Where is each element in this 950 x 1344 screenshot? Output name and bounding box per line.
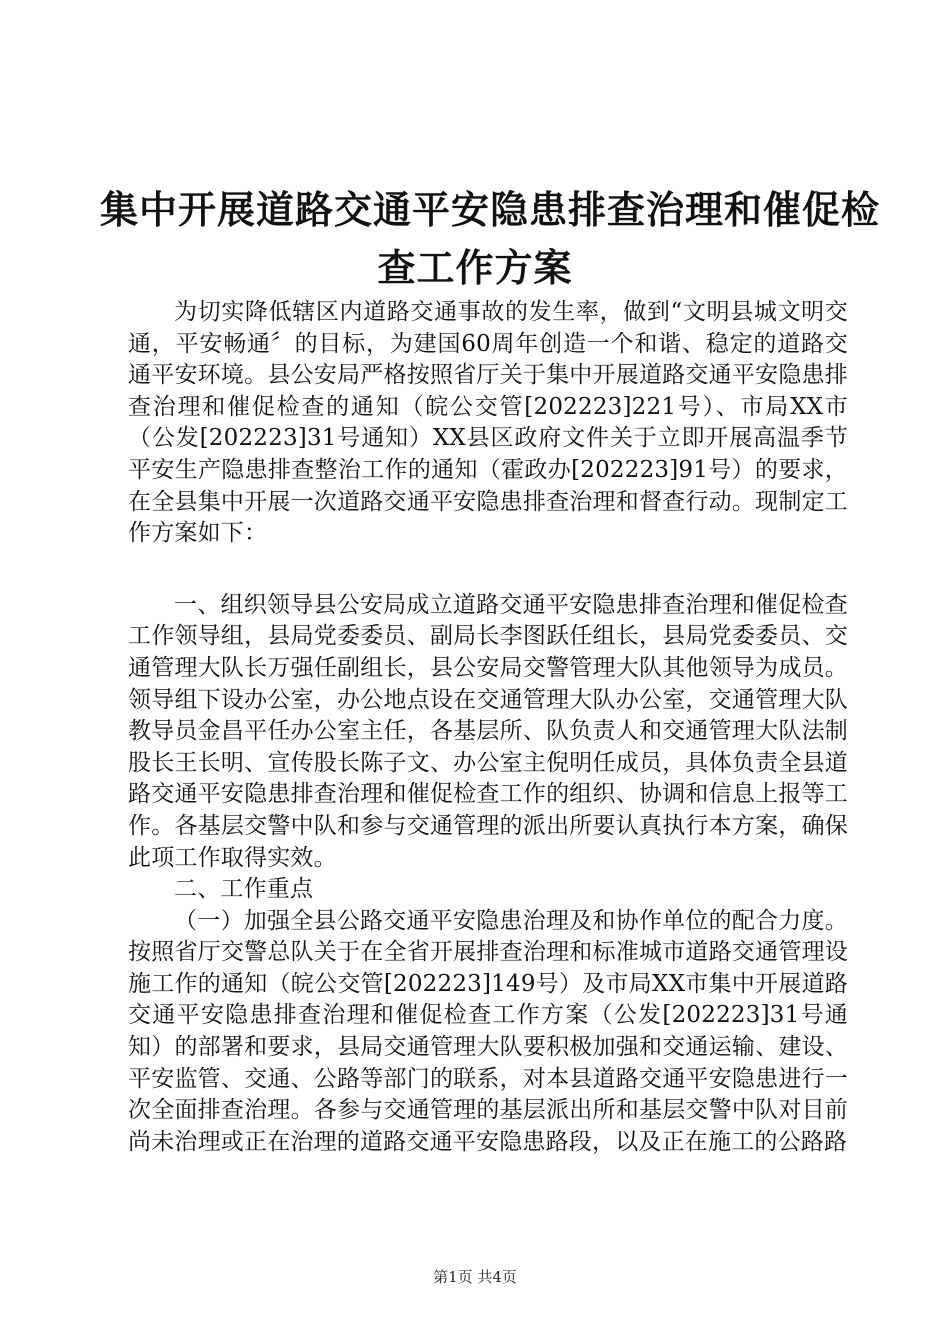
section-heading-work-focus: 二、工作重点 [174,876,314,903]
section-organization-paragraph: 一、组织领导县公安局成立道路交通平安隐患排查治理和催促检查工作领导组，县局党委委员、副局长李图跃任组长，县局党委委员、交通管理大队长万强任副组长，县公安局交警管理大队其他领导为成员。领导组下设办公室，办公地点设在交通管理大队办公室，交通管理大队教导员金昌平任办公室主任，各基层所、队负责人和交通管理大队法制股长王长明、宣传股长陈子文、办公室主倪明任成员，具体负责全县道路交通平安隐患排查治理和催促检查工作的组织、协调和信息上报等工作。各基层交警中队和参与交通管理的派出所要认真执行本方案，确保此项工作取得实效。 [128,591,848,871]
subsection-1-paragraph: （一）加强全县公路交通平安隐患治理及和协作单位的配合力度。按照省厅交警总队关于在全省开展排查治理和标准城市道路交通管理设施工作的通知（皖公交管[202223]149号）及市局XX市集中开展道路交通平安隐患排查治理和催促检查工作方案（公发[202223]31号通知）的部署和要求，县局交通管理大队要积极加强和交通运输、建设、平安监管、交通、公路等部门的联系，对本县道路交通平安隐患进行一次全面排查治理。各参与交通管理的基层派出所和基层交警中队对目前尚未治理或正在治理的道路交通平安隐患路段，以及正在施工的公路路 [128,907,848,1155]
document-title-line-2: 查工作方案 [377,245,573,290]
document-title-line-1: 集中开展道路交通平安隐患排查治理和催促检 [100,187,881,232]
page-number-footer: 第1页 共4页 [433,1268,517,1286]
intro-paragraph: 为切实降低辖区内道路交通事故的发生率，做到“文明县城文明交通，平安畅通〞的目标，为建国60周年创造一个和谐、稳定的道路交通平安环境。县公安局严格按照省厅关于集中开展道路交通平安隐患排查治理和催促检查的通知（皖公交管[202223]221号）、市局XX市（公发[202223]31号通知）XX县区政府文件关于立即开展高温季节平安生产隐患排查整治工作的通知（霍政办[202223]91号）的要求，在全县集中开展一次道路交通平安隐患排查治理和督查行动。现制定工作方案如下： [128,299,848,547]
paragraph-spacer [128,550,848,590]
document-body [128,297,848,1158]
